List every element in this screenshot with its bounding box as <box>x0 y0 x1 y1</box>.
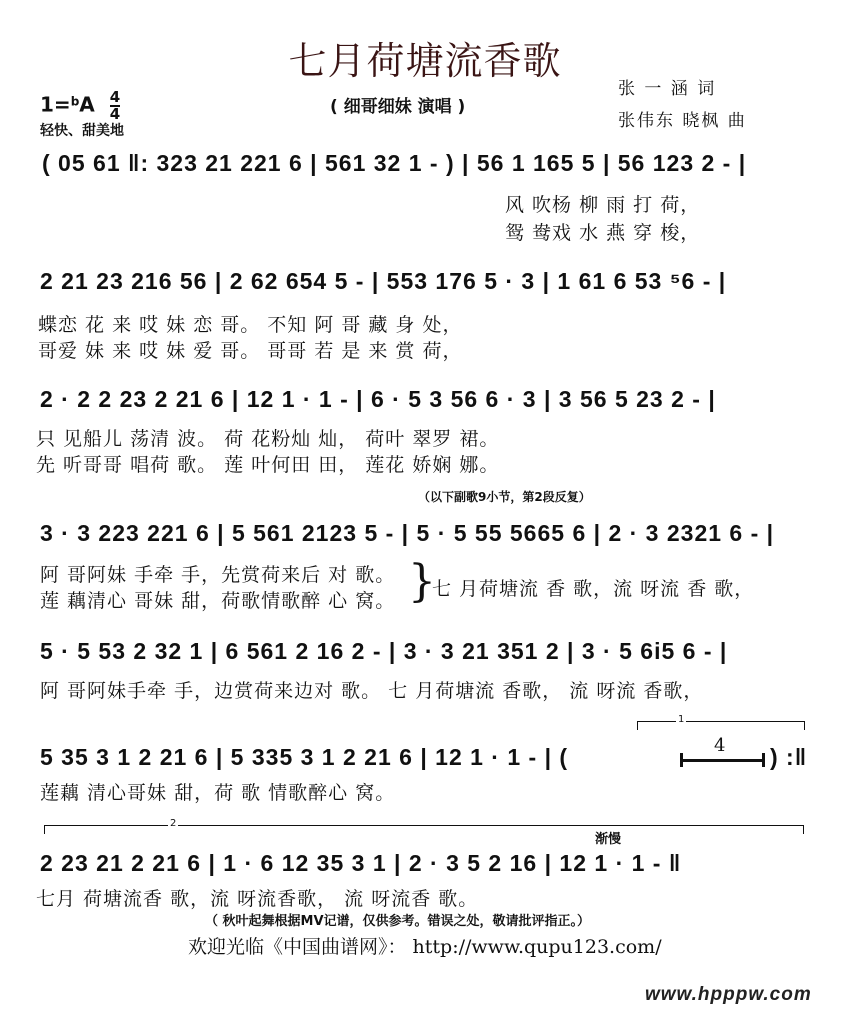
ritardando-marking: 渐慢 <box>595 832 622 847</box>
score-line-4-lyric-1: 阿 哥阿妹 手牵 手，先赏荷来后 对 歌。 <box>40 564 396 586</box>
key-note: A <box>79 92 95 117</box>
score-line-7-notes: 2 23 21 2 21 6 | 1 · 6 12 35 3 1 | 2 · 3 5 2 16 | 12 1 · 1 - ‖ <box>40 850 682 876</box>
time-signature <box>110 90 120 122</box>
composer-credit: 张伟东 晓枫 曲 <box>618 111 747 131</box>
flat-icon: b <box>70 94 80 109</box>
watermark: www.hpppw.com <box>645 984 812 1005</box>
lyric-brace: } <box>408 556 436 607</box>
score-line-5-lyric-1: 阿 哥阿妹手牵 手，边赏荷来边对 歌。 七 月荷塘流 香歌， 流 呀流 香歌， <box>40 680 704 702</box>
score-line-2-notes: 2 21 23 216 56 | 2 62 654 5 - | 553 176 5 · 3 | 1 61 6 53 ⁵6 - | <box>40 268 727 294</box>
multi-rest-cap-right <box>762 753 765 767</box>
site-link[interactable]: 欢迎光临《中国曲谱网》： http://www.qupu123.com/ <box>188 936 662 958</box>
key-prefix: 1= <box>40 92 71 117</box>
tempo-marking: 轻快、甜美地 <box>40 123 124 139</box>
key-signature <box>40 90 120 122</box>
time-sig-top: 4 <box>109 88 121 106</box>
lyricist-credit: 张 一 涵 词 <box>618 79 717 99</box>
score-line-3-notes: 2 · 2 2 23 2 21 6 | 12 1 · 1 - | 6 · 5 3 56 6 · 3 | 3 56 5 23 2 - | <box>40 386 716 412</box>
score-line-1-lyric-2: 鸳 鸯戏 水 燕 穿 梭， <box>505 222 701 244</box>
multi-rest-cap-left <box>680 753 683 767</box>
volta-2-number: 2 <box>170 818 177 829</box>
song-title: 七月荷塘流香歌 <box>288 39 562 83</box>
multi-rest-bar <box>680 759 764 762</box>
score-line-6-notes: 5 35 3 1 2 21 6 | 5 335 3 1 2 21 6 | 12 1 · 1 - | ( <box>40 744 569 770</box>
volta-2-bracket <box>44 825 804 834</box>
score-line-4-chorus-lyric: 七 月荷塘流 香 歌，流 呀流 香 歌， <box>432 578 755 600</box>
score-line-3-lyric-1: 只 见船儿 荡清 波。 荷 花粉灿 灿， 荷叶 翠罗 裙。 <box>36 428 500 450</box>
score-line-1-notes: ( 05 61 ‖: 323 21 221 6 | 561 32 1 - ) | 56 1 165 5 | 56 123 2 - | <box>42 150 747 176</box>
score-line-6-lyric-1: 莲藕 清心哥妹 甜，荷 歌 情歌醉心 窝。 <box>40 782 396 804</box>
score-line-4-lyric-2: 莲 藕清心 哥妹 甜，荷歌情歌醉 心 窝。 <box>40 590 396 612</box>
chorus-annotation: （以下副歌9小节，第2段反复） <box>418 490 591 504</box>
performers: ( 细哥细妹 演唱 ) <box>330 97 466 117</box>
score-line-2-lyric-1: 蝶恋 花 来 哎 妹 恋 哥。 不知 阿 哥 藏 身 处， <box>38 314 463 336</box>
score-line-2-lyric-2: 哥爱 妹 来 哎 妹 爱 哥。 哥哥 若 是 来 赏 荷， <box>38 340 463 362</box>
score-line-3-lyric-2: 先 听哥哥 唱荷 歌。 莲 叶何田 田， 莲花 娇娴 娜。 <box>36 454 500 476</box>
score-line-4-notes: 3 · 3 223 221 6 | 5 561 2123 5 - | 5 · 5 55 5665 6 | 2 · 3 2321 6 - | <box>40 520 775 546</box>
transcriber-note: （ 秋叶起舞根据MV记谱，仅供参考。错误之处，敬请批评指正。） <box>205 914 591 929</box>
multi-rest-count: 4 <box>714 735 726 756</box>
score-line-5-notes: 5 · 5 53 2 32 1 | 6 561 2 16 2 - | 3 · 3 21 351 2 | 3 · 5 6i5 6 - | <box>40 638 728 664</box>
score-line-7-lyric-1: 七月 荷塘流香 歌，流 呀流香歌， 流 呀流香 歌。 <box>36 888 479 910</box>
repeat-end: ) :‖ <box>770 744 808 770</box>
volta-1-number: 1 <box>678 714 685 725</box>
score-line-1-lyric-1: 风 吹杨 柳 雨 打 荷， <box>505 194 701 216</box>
time-sig-bottom: 4 <box>109 105 121 123</box>
volta-1-bracket <box>637 721 805 730</box>
